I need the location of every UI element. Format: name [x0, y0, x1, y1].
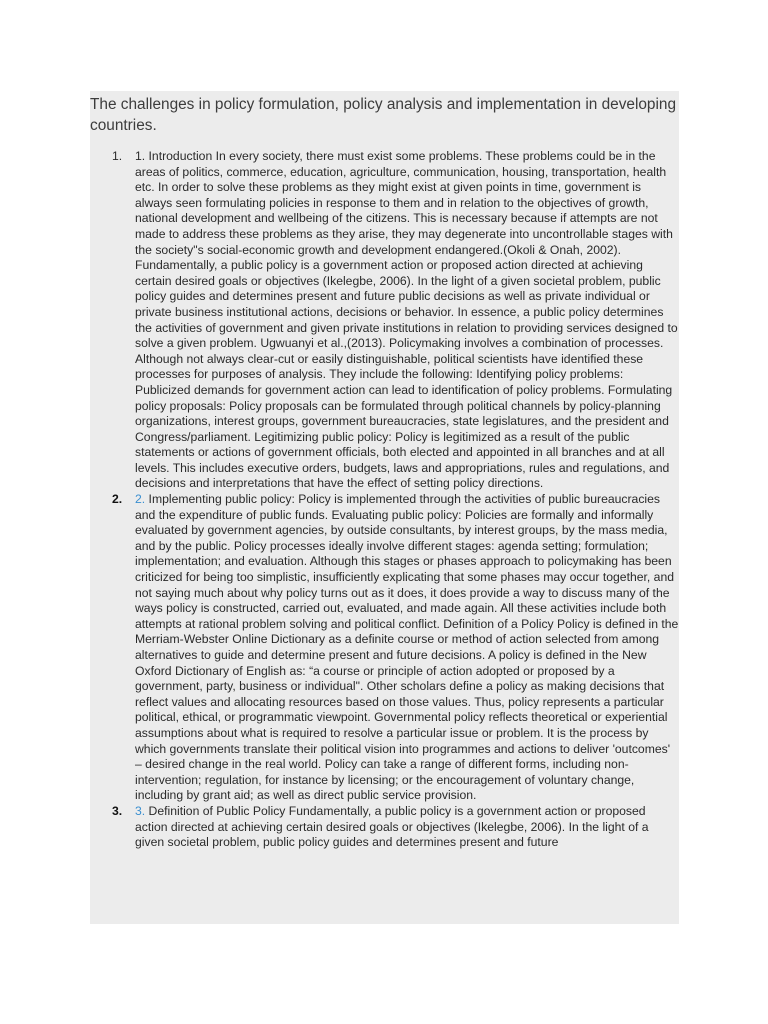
list-marker: 2. [112, 492, 123, 507]
document-title: The challenges in policy formulation, policy analysis and implementation in developing countries. [90, 96, 677, 134]
list-item [90, 149, 679, 492]
list-marker: 3. [112, 803, 123, 818]
inline-number-link[interactable]: 3. [135, 803, 146, 818]
list-item [90, 492, 679, 804]
section-list [90, 149, 679, 851]
inline-number-link[interactable]: 2. [135, 492, 146, 507]
document-body [90, 91, 679, 924]
list-marker: 1. [112, 149, 123, 163]
list-item [90, 804, 679, 851]
list-item-text: Definition of Public Policy Fundamentally, a public policy is a government action or proposed action directed at achieving certain desired goals or objectives (Ikelegbe, 2006). In the light of a given societal problem, public policy guides and determines present and future [135, 803, 649, 850]
list-item-text: Implementing public policy: Policy is implemented through the activities of public bureaucracies and the expenditure of public funds. Evaluating public policy: Policies are formally and informally evaluated by government agencies, by outside consultants, by interest groups, by the mass media, and by the public. Policy processes ideally involve different stages: agenda setting; formulation; implementation; and evaluation. Although this stages or phases approach to policymaking has been criticized for being too simplistic, insufficiently explicating that some phases may occur together, and not saying much about why policy turns out as it does, it does provide a way to discuss many of the ways policy is constructed, carried out, evaluated, and made again. All these activities include both attempts at rational problem solving and political conflict. Definition of a Policy Policy is defined in the Merriam-Webster Online Dictionary as a definite course or method of action selected from among alternatives to guide and determine present and future decisions. A policy is defined in the New Oxford Dictionary of English as: “a course or principle of action adopted or proposed by a government, party, business or individual". Other scholars define a policy as making decisions that reflect values and allocating resources based on those values. Thus, policy represents a particular political, ethical, or programmatic viewpoint. Governmental policy reflects theoretical or experiential assumptions about what is required to resolve a particular issue or problem. It is the process by which governments translate their political vision into programmes and actions to deliver 'outcomes' – desired change in the real world. Policy can take a range of different forms, including non-intervention; regulation, for instance by licensing; or the encouragement of voluntary change, including by grant aid; as well as direct public service provision. [135, 492, 679, 803]
list-item-text: 1. Introduction In every society, there must exist some problems. These problems could be in the areas of politics, commerce, education, agriculture, communication, housing, transportation, health etc. In order to solve these problems as they might exist at given points in time, government is always seen formulating policies in response to them and in relation to the objectives of growth, national development and wellbeing of the citizens. This is necessary because if attempts are not made to address these problems as they arise, they may degenerate into uncontrollable stages with the society"s social-economic growth and development endangered.(Okoli & Onah, 2002). Fundamentally, a public policy is a government action or proposed action directed at achieving certain desired goals or objectives (Ikelegbe, 2006). In the light of a given societal problem, public policy guides and determines present and future public decisions as well as private individual or private business institutional actions, decisions or behavior. In essence, a public policy determines the activities of government and given private institutions in relation to providing services designed to solve a given problem. Ugwuanyi et al.,(2013). Policymaking involves a combination of processes. Although not always clear-cut or easily distinguishable, political scientists have identified these processes for purposes of analysis. They include the following: Identifying policy problems: Publicized demands for government action can lead to identification of policy problems. Formulating policy proposals: Policy proposals can be formulated through political channels by policy-planning organizations, interest groups, government bureaucracies, state legislatures, and the president and Congress/parliament. Legitimizing public policy: Policy is legitimized as a result of the public statements or actions of government officials, both elected and appointed in all branches and at all levels. This includes executive orders, budgets, laws and appropriations, rules and regulations, and decisions and interpretations that have the effect of setting policy directions. [135, 149, 678, 491]
